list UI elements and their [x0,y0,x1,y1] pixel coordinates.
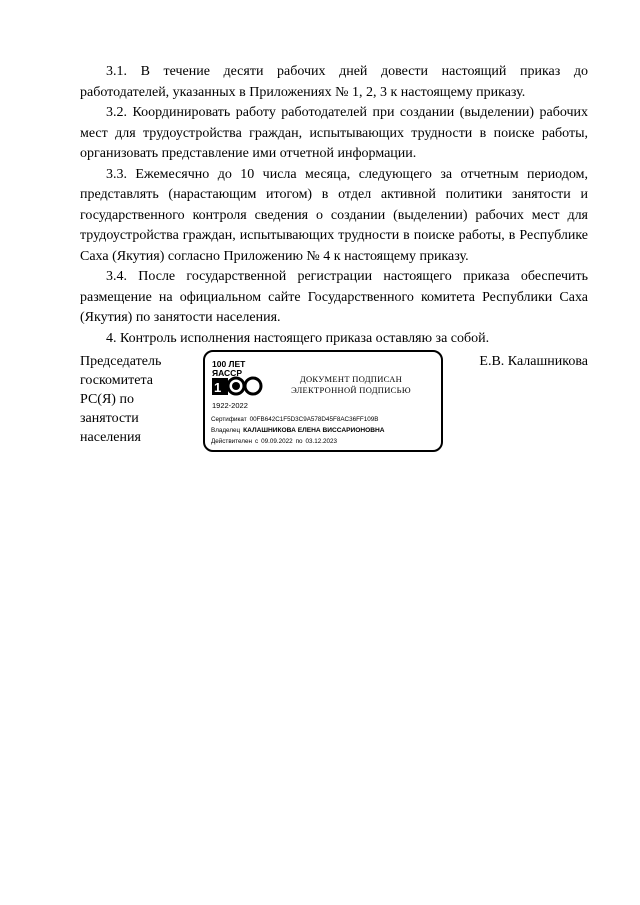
stamp-title-line: ДОКУМЕНТ ПОДПИСАН [299,374,403,384]
position-line: госкомитета [80,373,153,388]
paragraph-3-3: 3.3. Ежемесячно до 10 числа месяца, следующего за отчетным периодом, представлять (нарастающим итогом) в отдел активной политики занятости и государственного контроля сведения о создании (выделении) рабочих мест для трудоустройства граждан, испытывающих трудности в поиске работы, в Республике Саха (Якутия) согласно Приложению № 4 к настоящему приказу. [80,166,588,264]
anniversary-logo-icon [211,358,263,410]
logo-text-republic: ЯАССР [212,368,242,378]
electronic-signature-stamp [203,350,443,452]
signature-block [80,350,588,460]
position-line: населения [80,430,141,445]
owner-label: Владелец [211,427,241,434]
position-line: занятости [80,411,139,426]
position-line: Председатель [80,354,162,369]
owner-value: КАЛАШНИКОВА ЕЛЕНА ВИССАРИОНОВНА [243,427,385,434]
paragraph-3-4: 3.4. После государственной регистрации настоящего приказа обеспечить размещение на официальном сайте Государственного комитета Республики Саха (Якутия) по занятости населения. [80,269,588,325]
valid-from-date: 09.09.2022 [261,438,293,445]
paragraph-3-1: 3.1. В течение десяти рабочих дней довести настоящий приказ до работодателей, указанных в Приложениях № 1, 2, 3 к настоящему приказу. [80,64,588,100]
valid-from-prefix: с [254,438,259,445]
document-body [80,62,588,349]
validity-line [211,438,337,446]
stamp-title-line: ЭЛЕКТРОННОЙ ПОДПИСЬЮ [291,385,411,395]
position-line: РС(Я) по [80,392,134,407]
valid-to-date: 03.12.2023 [305,438,338,445]
svg-text:1: 1 [214,380,222,395]
certificate-value: 00FB642C1F5D3C9A578D45F8AC36FF109B [249,416,379,423]
paragraph-3-2: 3.2. Координировать работу работодателей при создании (выделении) рабочих мест для трудоустройства граждан, испытывающих трудности в поиске работы, организовать представление ими отчетной информации. [80,105,588,161]
valid-to-prefix: по [295,438,303,445]
stamp-title [263,374,439,396]
logo-text-years: 100 ЛЕТ [212,359,246,369]
signer-position [80,352,180,447]
certificate-line [211,416,378,424]
signer-name: Е.В. Калашникова [479,354,588,369]
certificate-label: Сертификат [211,416,247,423]
paragraph-4: 4. Контроль исполнения настоящего приказа оставляю за собой. [106,330,490,346]
owner-line [211,427,385,435]
valid-label: Действителен [211,438,252,445]
logo-text-years-range: 1922-2022 [212,401,248,410]
